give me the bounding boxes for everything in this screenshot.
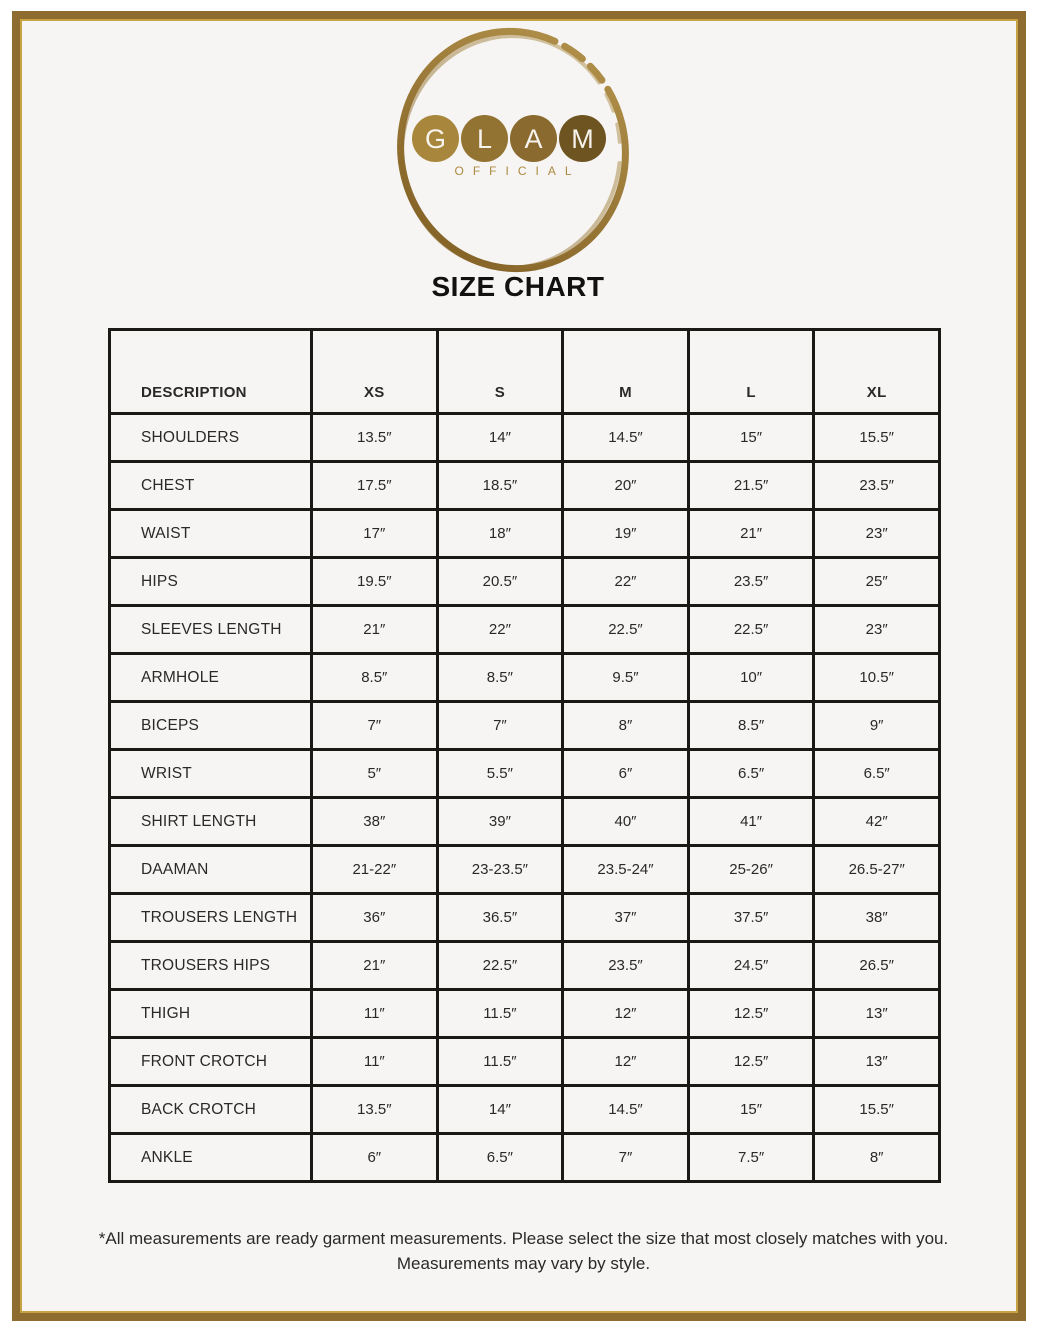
- page-title: SIZE CHART: [431, 271, 605, 302]
- logo-letter-circle: [559, 115, 606, 162]
- logo-letters: [412, 115, 606, 162]
- measurement-cell: 26.5″: [814, 942, 940, 990]
- measurement-cell: 15″: [688, 1086, 814, 1134]
- measurement-cell: 17″: [312, 510, 438, 558]
- measurement-cell: 25-26″: [688, 846, 814, 894]
- measurement-cell: 41″: [688, 798, 814, 846]
- table-row: [110, 654, 940, 702]
- measurement-cell: 5″: [312, 750, 438, 798]
- row-label: SLEEVES LENGTH: [110, 606, 312, 654]
- row-label: SHIRT LENGTH: [110, 798, 312, 846]
- row-label: FRONT CROTCH: [110, 1038, 312, 1086]
- row-label: BICEPS: [110, 702, 312, 750]
- measurement-cell: 37″: [563, 894, 689, 942]
- table-row: [110, 990, 940, 1038]
- measurement-cell: 21″: [688, 510, 814, 558]
- logo-letter-circle: [461, 115, 508, 162]
- row-label: THIGH: [110, 990, 312, 1038]
- measurement-cell: 21″: [312, 606, 438, 654]
- measurement-cell: 13″: [814, 990, 940, 1038]
- measurement-cell: 8″: [814, 1134, 940, 1182]
- measurement-cell: 7″: [563, 1134, 689, 1182]
- measurement-cell: 9″: [814, 702, 940, 750]
- measurement-cell: 6″: [312, 1134, 438, 1182]
- table-row: [110, 510, 940, 558]
- measurement-cell: 23.5″: [563, 942, 689, 990]
- measurement-cell: 6.5″: [688, 750, 814, 798]
- table-row: [110, 1086, 940, 1134]
- column-header-size: XS: [312, 330, 438, 414]
- measurement-cell: 5.5″: [437, 750, 563, 798]
- measurement-cell: 23.5″: [814, 462, 940, 510]
- column-header-size: S: [437, 330, 563, 414]
- measurement-cell: 39″: [437, 798, 563, 846]
- table-row: [110, 942, 940, 990]
- row-label: ANKLE: [110, 1134, 312, 1182]
- measurement-cell: 15.5″: [814, 414, 940, 462]
- row-label: BACK CROTCH: [110, 1086, 312, 1134]
- measurement-cell: 23.5″: [688, 558, 814, 606]
- row-label: WAIST: [110, 510, 312, 558]
- table-row: [110, 894, 940, 942]
- measurement-cell: 10″: [688, 654, 814, 702]
- row-label: TROUSERS LENGTH: [110, 894, 312, 942]
- footnote: [0, 1226, 1047, 1276]
- table-row: [110, 702, 940, 750]
- measurement-cell: 13″: [814, 1038, 940, 1086]
- measurement-cell: 17.5″: [312, 462, 438, 510]
- measurement-cell: 22.5″: [563, 606, 689, 654]
- row-label: WRIST: [110, 750, 312, 798]
- measurement-cell: 25″: [814, 558, 940, 606]
- measurement-cell: 26.5-27″: [814, 846, 940, 894]
- measurement-cell: 7″: [437, 702, 563, 750]
- table-row: [110, 462, 940, 510]
- table-row: [110, 750, 940, 798]
- row-label: SHOULDERS: [110, 414, 312, 462]
- logo-letter: G: [424, 123, 446, 154]
- measurement-cell: 23.5-24″: [563, 846, 689, 894]
- measurement-cell: 12″: [563, 1038, 689, 1086]
- measurement-cell: 6.5″: [814, 750, 940, 798]
- measurement-cell: 23-23.5″: [437, 846, 563, 894]
- measurement-cell: 19″: [563, 510, 689, 558]
- measurement-cell: 20″: [563, 462, 689, 510]
- brand-subtitle: OFFICIAL: [454, 164, 581, 178]
- measurement-cell: 8.5″: [688, 702, 814, 750]
- header-row: [110, 330, 940, 414]
- table-row: [110, 414, 940, 462]
- measurement-cell: 11″: [312, 990, 438, 1038]
- row-label: HIPS: [110, 558, 312, 606]
- measurement-cell: 12″: [563, 990, 689, 1038]
- column-header-size: M: [563, 330, 689, 414]
- measurement-cell: 37.5″: [688, 894, 814, 942]
- logo-letter: A: [524, 123, 543, 154]
- measurement-cell: 21″: [312, 942, 438, 990]
- column-header-description: DESCRIPTION: [110, 330, 312, 414]
- measurement-cell: 14″: [437, 1086, 563, 1134]
- measurement-cell: 18.5″: [437, 462, 563, 510]
- table-row: [110, 1134, 940, 1182]
- measurement-cell: 23″: [814, 510, 940, 558]
- measurement-cell: 22″: [563, 558, 689, 606]
- measurement-cell: 21.5″: [688, 462, 814, 510]
- measurement-cell: 7.5″: [688, 1134, 814, 1182]
- measurement-cell: 38″: [312, 798, 438, 846]
- measurement-cell: 15″: [688, 414, 814, 462]
- row-label: CHEST: [110, 462, 312, 510]
- measurement-cell: 18″: [437, 510, 563, 558]
- measurement-cell: 12.5″: [688, 990, 814, 1038]
- measurement-cell: 23″: [814, 606, 940, 654]
- measurement-cell: 7″: [312, 702, 438, 750]
- measurement-cell: 9.5″: [563, 654, 689, 702]
- row-label: ARMHOLE: [110, 654, 312, 702]
- measurement-cell: 6″: [563, 750, 689, 798]
- measurement-cell: 15.5″: [814, 1086, 940, 1134]
- column-header-size: XL: [814, 330, 940, 414]
- measurement-cell: 8.5″: [312, 654, 438, 702]
- table-row: [110, 846, 940, 894]
- logo-letter-circle: [510, 115, 557, 162]
- measurement-cell: 14.5″: [563, 1086, 689, 1134]
- measurement-cell: 11.5″: [437, 1038, 563, 1086]
- measurement-cell: 22″: [437, 606, 563, 654]
- measurement-cell: 8″: [563, 702, 689, 750]
- column-header-size: L: [688, 330, 814, 414]
- measurement-cell: 19.5″: [312, 558, 438, 606]
- size-table: [108, 328, 941, 1183]
- measurement-cell: 10.5″: [814, 654, 940, 702]
- footnote-line-2: Measurements may vary by style.: [396, 1254, 651, 1273]
- logo-letter: L: [476, 123, 493, 154]
- row-label: TROUSERS HIPS: [110, 942, 312, 990]
- measurement-cell: 11″: [312, 1038, 438, 1086]
- measurement-cell: 14.5″: [563, 414, 689, 462]
- measurement-cell: 12.5″: [688, 1038, 814, 1086]
- measurement-cell: 13.5″: [312, 414, 438, 462]
- measurement-cell: 11.5″: [437, 990, 563, 1038]
- measurement-cell: 13.5″: [312, 1086, 438, 1134]
- table-row: [110, 558, 940, 606]
- table-row: [110, 1038, 940, 1086]
- measurement-cell: 21-22″: [312, 846, 438, 894]
- measurement-cell: 6.5″: [437, 1134, 563, 1182]
- table-row: [110, 798, 940, 846]
- measurement-cell: 20.5″: [437, 558, 563, 606]
- measurement-cell: 40″: [563, 798, 689, 846]
- measurement-cell: 14″: [437, 414, 563, 462]
- measurement-cell: 36.5″: [437, 894, 563, 942]
- footnote-line-1: *All measurements are ready garment measurements. Please select the size that most closely matches with you.: [98, 1229, 949, 1248]
- brand-logo: [393, 25, 633, 275]
- measurement-cell: 42″: [814, 798, 940, 846]
- measurement-cell: 38″: [814, 894, 940, 942]
- measurement-cell: 36″: [312, 894, 438, 942]
- logo-letter-circle: [412, 115, 459, 162]
- measurement-cell: 24.5″: [688, 942, 814, 990]
- logo-letter: M: [571, 123, 594, 154]
- measurement-cell: 22.5″: [688, 606, 814, 654]
- measurement-cell: 22.5″: [437, 942, 563, 990]
- size-chart-table: [108, 328, 941, 1183]
- measurement-cell: 8.5″: [437, 654, 563, 702]
- table-row: [110, 606, 940, 654]
- row-label: DAAMAN: [110, 846, 312, 894]
